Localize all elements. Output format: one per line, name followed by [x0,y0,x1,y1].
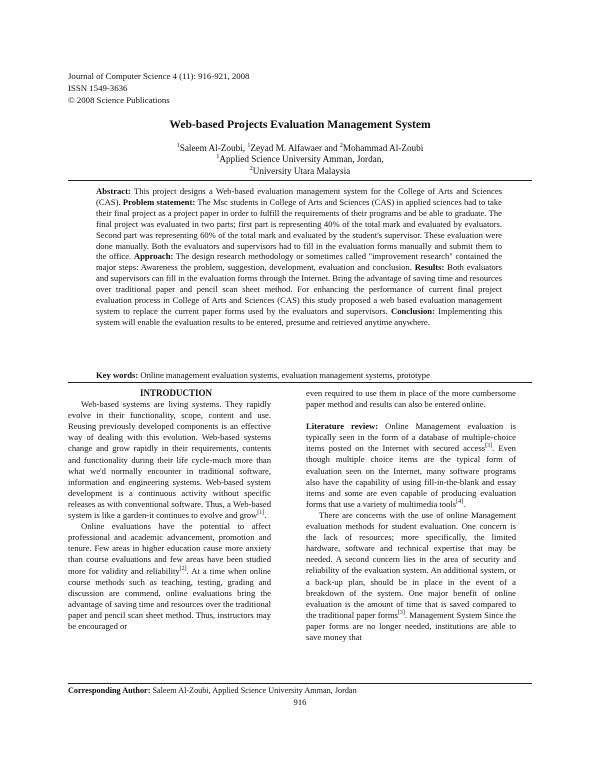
problem-label: Problem statement: [122,196,196,207]
affiliation-2 [0,166,600,177]
corresponding-author-text: Saleem Al-Zoubi, Applied Science University Amman, Jordan [150,686,357,695]
left-column [68,388,271,632]
paper-title: Web-based Projects Evaluation Management System [169,118,431,131]
affiliation-text: Applied Science University Amman, Jordan, [219,154,384,165]
keywords [96,370,526,380]
paragraph [306,510,516,643]
results-label: Results: [414,262,445,273]
paragraph-text: Online Management evaluation is typically seen in the form of a database of multiple-choice items posted on the Internet with secured access [306,421,516,454]
paragraph-text: Web-based systems are living systems. They rapidly evolve in their functionality, scope, content and use. Reusing previously developed components is an effective way of dealing with this evolution. Web-based systems change and grow rapidly in their requirements, contents and functionality during their life cycle-much more than what we'd normally encounter in traditional software, information and engineering systems. Web-based system development is a continuous activity without specific releases as with conventional software. Thus, a Web-based system is like a garden-it continues to evolve and grow [68,399,271,521]
right-column [306,388,516,643]
author-sup: 1 [247,142,251,149]
author-name: Saleem Al-Zoubi, [179,143,248,153]
paragraph-text: There are concerns with the use of online Management evaluation methods for student evaluation. One concern is the lack of resources; more specifically, the limited hardware, software and technical expertise that may be needed. A second concern lies in the area of security and reliability of the evaluation system. An additional system, or a back-up plan, should be in place in the event of a breakdown of the system. One major benefit of online evaluation is the amount of time that is saved compared to the traditional paper forms [306,509,516,620]
abstract [96,186,502,328]
abstract-top-rule [68,180,532,181]
affiliation-sup: 1 [216,154,220,161]
paragraph-text: . Even though multiple choice items are the typical form of evaluation seen on the Internet, many software programs also have the capability of using fill-in-the-blank and essay items and some are even capable of producing evaluation forms that use a variety of multimedia tools [306,443,516,509]
citation-ref: [1] [257,510,265,517]
journal-info [68,71,249,106]
paragraph-text: . [264,510,267,521]
journal-issn: ISSN 1549-3636 [68,82,128,93]
approach-label: Approach: [133,251,174,262]
author-names [0,143,600,154]
abstract-text: The Msc students in College of Arts and Sciences (CAS) in applied sciences had to take their final project as a project paper in order to fulfill the requirements of their programs and be able to graduate. The final project was evaluated in two parts; first part is representing 40% of the total mark and evaluated by evaluators. Second part was representing 60% of the total mark and evaluated by the student's supervisor. These evaluation were done manually. Both the evaluators and supervisors had to fill in the evaluation forms manually and submit them to the office. [96,196,502,262]
keywords-label: Key words: [96,370,139,380]
page-number: 916 [293,697,307,707]
abstract-text: Implementing this system will enable the evaluation results to be entered, presume and retrieved anytime anywhere. [96,305,502,327]
abstract-bottom-rule [68,382,532,383]
paragraph [68,521,271,632]
citation-ref: [3] [485,443,493,450]
paragraph-text: . [463,498,466,509]
author-name: Zeyad M. Alfawaer and [250,143,340,153]
paragraph-text: . Management System Since the paper forms are no longer needed, institutions are able to save money that [306,609,516,642]
abstract-text: The design research methodology or sometimes called "improvement research" contained the major steps: Awareness the problem, suggestion, development, evaluation and conclusion. [96,251,503,273]
paragraph-text: . At a time when online course methods such as teaching, testing, grading and discussion are commend, online evaluations bring the advantage of saving time and resources over the traditional paper and pencil scan sheet method. Thus, instructors may be encouraged or [68,565,271,631]
conclusion-label: Conclusion: [391,305,435,316]
author-block [0,143,600,177]
corresponding-author-label: Corresponding Author: [68,686,151,695]
literature-review-label: Literature review: [306,421,379,432]
affiliation-text: University Utara Malaysia [252,165,351,176]
citation-ref: [2] [179,565,187,572]
affiliation-1 [0,154,600,165]
abstract-text: This project designs a Web-based evaluation management system for the College of Arts and Sciences (CAS). [96,186,502,207]
affiliation-sup: 2 [249,165,253,172]
abstract-text: Both evaluators and supervisors can fill in the evaluation forms through the Internet. Bring the advantage of saving time and resources over traditional paper and pencil scan sheet method. For enhancing the performance of current final project evaluation process in College of Arts and Sciences (CAS) this study proposed a web based evaluation management system to replace the current paper forms used by the evaluators and supervisors. [96,262,503,316]
abstract-label: Abstract: [96,186,131,196]
author-sup: 1 [176,142,180,149]
citation-ref: [4] [456,498,464,505]
paragraph: even required to use them in place of the more cumbersome paper method and results can also be entered online. [306,388,516,410]
paragraph-text: Online evaluations have the potential to affect professional and academic advancement, promotion and tenure. Few areas in higher education cause more anxiety than course evaluations and few areas have been studied more for validity and reliability [68,521,271,576]
journal-citation: Journal of Computer Science 4 (11): 916-921, 2008 [68,71,250,81]
journal-copyright: © 2008 Science Publications [68,94,170,105]
author-name: Mohammad Al-Zoubi [342,143,424,153]
paragraph [68,399,271,521]
section-heading-introduction: INTRODUCTION [139,388,212,398]
footer-rule [68,683,532,684]
paragraph-literature-review [306,421,516,510]
citation-ref: [3] [397,609,405,616]
author-sup: 2 [339,142,343,149]
corresponding-author [68,686,357,695]
keywords-text: Online management evaluation systems, evaluation management systems, prototype [138,370,430,380]
